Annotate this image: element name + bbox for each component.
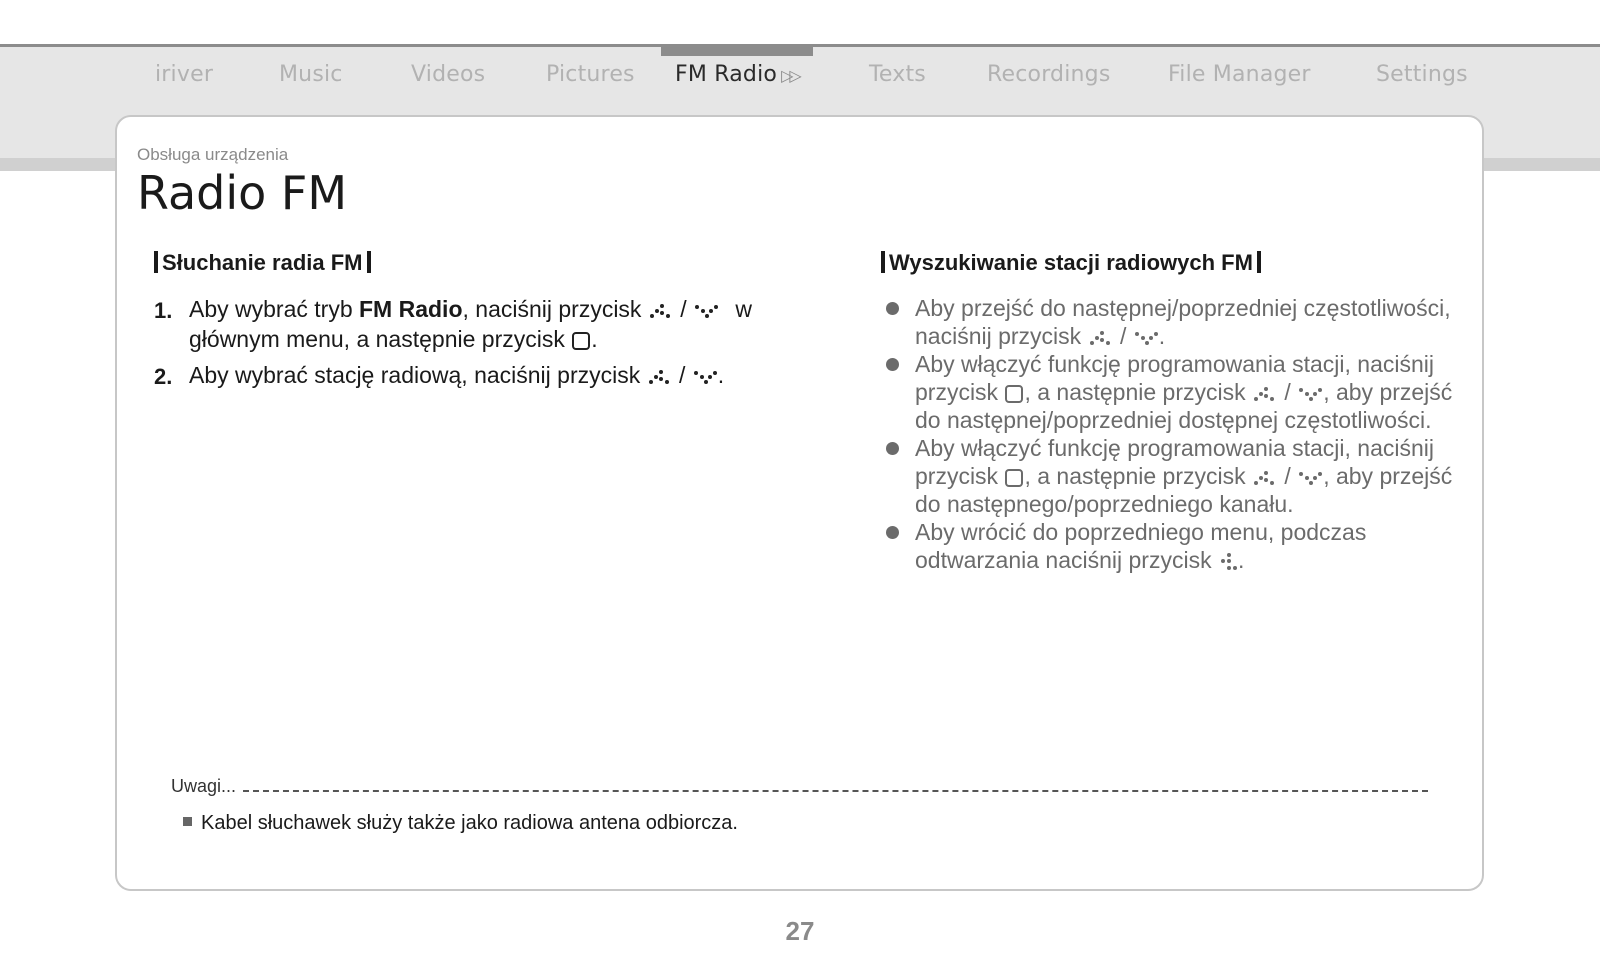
- bullet-icon: [886, 358, 899, 371]
- breadcrumb: Obsługa urządzenia: [137, 145, 289, 164]
- nav-item-fm-radio-label: FM Radio: [675, 62, 778, 87]
- nav-item-recordings[interactable]: Recordings: [987, 62, 1111, 87]
- list-item: [884, 518, 1474, 574]
- note-item: [183, 812, 738, 835]
- note-text: Kabel słuchawek służy także jako radiowa antena odbiorcza.: [201, 812, 738, 834]
- list-item-text: Aby przejść do następnej/poprzedniej częstotliwości, naciśnij przycisk: [915, 295, 1451, 349]
- left-section-heading: [150, 250, 375, 276]
- slash-separator: /: [680, 296, 687, 322]
- list-item-text: .: [1158, 323, 1166, 349]
- step-text: .: [591, 326, 598, 352]
- step-item: [152, 294, 772, 354]
- list-item-text: Aby wrócić do poprzedniego menu, podczas odtwarzania naciśnij przycisk: [915, 519, 1367, 573]
- square-button-icon: [572, 332, 590, 350]
- bullet-icon: [886, 526, 899, 539]
- nav-item-settings[interactable]: Settings: [1376, 62, 1468, 87]
- next-dots-icon: [1297, 470, 1323, 486]
- step-item: [152, 360, 772, 390]
- step-bold-text: FM Radio: [359, 296, 463, 322]
- next-dots-icon: [1133, 330, 1159, 346]
- back-dots-icon: [1218, 552, 1238, 572]
- double-chevron-right-icon: ▷▷: [781, 66, 798, 85]
- top-navigation: [0, 62, 1600, 98]
- list-item-text: Aby włączyć funkcję programowania stacji, naciśnij przycisk: [915, 351, 1434, 405]
- slash-separator: /: [1284, 379, 1291, 405]
- next-dots-icon: [692, 369, 718, 385]
- list-item: [884, 434, 1474, 518]
- prev-dots-icon: [648, 303, 674, 319]
- step-text: , naciśnij przycisk: [462, 296, 642, 322]
- square-button-icon: [1005, 469, 1023, 487]
- step-text: głównym menu, a następnie przycisk: [189, 326, 565, 352]
- heading-bar-left: [881, 251, 885, 273]
- prev-dots-icon: [1252, 470, 1278, 486]
- heading-bar-right: [1257, 251, 1261, 273]
- nav-item-file-manager[interactable]: File Manager: [1168, 62, 1311, 87]
- slash-separator: /: [1284, 463, 1291, 489]
- prev-dots-icon: [1088, 330, 1114, 346]
- nav-item-iriver[interactable]: iriver: [155, 62, 214, 87]
- prev-dots-icon: [1252, 386, 1278, 402]
- nav-item-pictures[interactable]: Pictures: [546, 62, 635, 87]
- list-item-text: , aby przejść do następnej/poprzedniej dostępnej częstotliwości.: [915, 379, 1453, 433]
- step-text: Aby wybrać tryb: [189, 296, 359, 322]
- list-item-text: , a następnie przycisk: [1024, 379, 1246, 405]
- page-number: 27: [785, 916, 815, 946]
- list-item-text: , aby przejść do następnego/poprzedniego kanału.: [915, 463, 1453, 517]
- slash-separator: /: [1119, 323, 1127, 349]
- bullet-icon: [886, 442, 899, 455]
- step-text: w: [735, 296, 753, 322]
- right-section-heading-text: Wyszukiwanie stacji radiowych FM: [889, 250, 1253, 275]
- slash-separator: /: [679, 362, 686, 388]
- left-section-heading-text: Słuchanie radia FM: [162, 250, 363, 275]
- nav-item-videos[interactable]: Videos: [411, 62, 486, 87]
- step-number: 1.: [154, 298, 173, 323]
- list-item: [884, 350, 1474, 434]
- heading-bar-right: [367, 251, 371, 273]
- step-text: .: [717, 362, 725, 388]
- active-tab-marker: [661, 47, 813, 56]
- step-number: 2.: [154, 364, 173, 389]
- next-dots-icon: [1297, 386, 1323, 402]
- list-item: [884, 294, 1474, 350]
- bullet-icon: [886, 302, 899, 315]
- square-button-icon: [1005, 385, 1023, 403]
- prev-dots-icon: [647, 369, 673, 385]
- heading-bar-left: [154, 251, 158, 273]
- next-dots-icon: [693, 303, 719, 319]
- list-item-text: .: [1237, 547, 1245, 573]
- step-text: Aby wybrać stację radiową, naciśnij przycisk: [189, 362, 641, 388]
- nav-item-texts[interactable]: Texts: [869, 62, 926, 87]
- list-item-text: , a następnie przycisk: [1024, 463, 1246, 489]
- search-instructions-list: [884, 294, 1474, 574]
- notes-label: Uwagi...: [171, 776, 237, 796]
- right-section-heading: [877, 250, 1265, 276]
- nav-item-fm-radio[interactable]: [675, 62, 798, 87]
- page-title: Radio FM: [137, 166, 348, 220]
- notes-divider: [243, 790, 1428, 792]
- nav-item-music[interactable]: Music: [279, 62, 343, 87]
- square-bullet-icon: [183, 817, 192, 826]
- list-item-text: Aby włączyć funkcję programowania stacji, naciśnij przycisk: [915, 435, 1434, 489]
- steps-list: [152, 294, 772, 396]
